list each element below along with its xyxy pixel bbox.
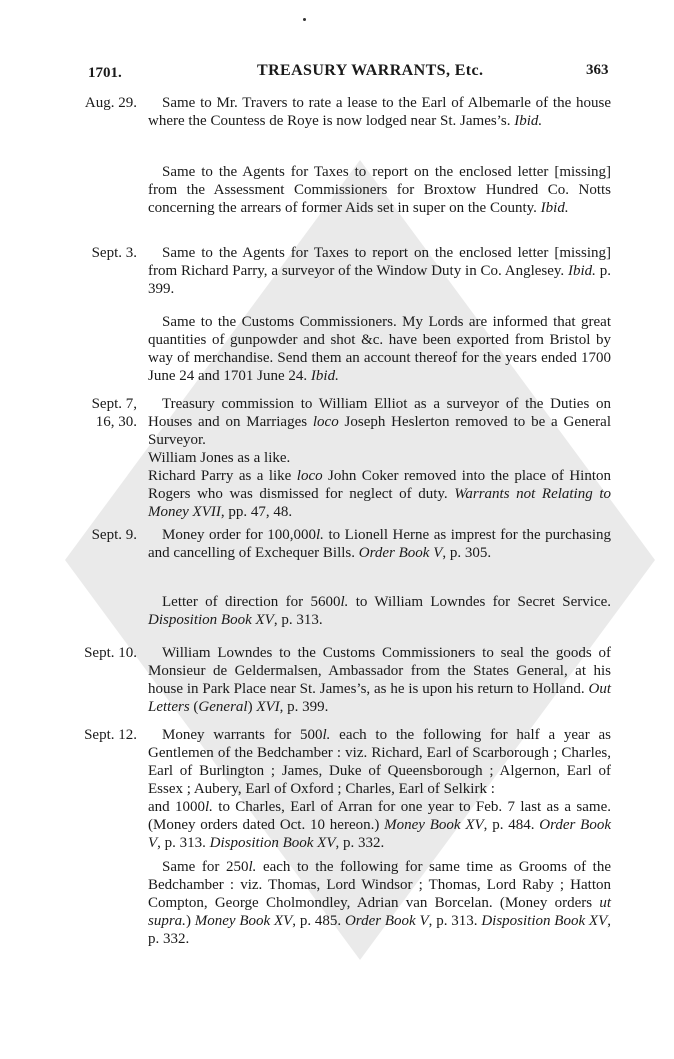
entry-paragraph: Richard Parry as a like loco John Coker removed into the place of Hinton Rogers who was dismissed for neglect of duty. Warrants not Relating to Money XVII, pp. 47, 48. bbox=[148, 468, 611, 520]
entry-paragraph: Treasury commission to William Elliot as a surveyor of the Duties on Houses and on Marriages loco Joseph Heslerton removed to be a General Surveyor. bbox=[148, 396, 611, 448]
entry-text bbox=[148, 395, 611, 521]
entry-paragraph: Letter of direction for 5600l. to William Lowndes for Secret Service. Disposition Book XV, p. 313. bbox=[148, 594, 612, 628]
speck-mark bbox=[303, 18, 306, 21]
entry-paragraph: Same to Mr. Travers to rate a lease to the Earl of Albemarle of the house where the Countess de Roye is now lodged near St. James’s. Ibid. bbox=[148, 95, 611, 129]
entry-paragraph: Same to the Agents for Taxes to report on the enclosed letter [missing] from the Assessment Commissioners for Broxtow Hundred Co. Notts concerning the arrears of former Aids set in super on the County. Ibid. bbox=[148, 164, 611, 216]
entry-text bbox=[148, 94, 611, 130]
entry-text bbox=[148, 313, 611, 385]
entry-date: Sept. 3. bbox=[91, 245, 137, 261]
entry-paragraph: Money order for 100,000l. to Lionell Herne as imprest for the purchasing and cancelling of Exchequer Bills. Order Book V, p. 305. bbox=[148, 527, 611, 561]
entry-text bbox=[148, 644, 611, 716]
entry-paragraph: Same to the Customs Commissioners. My Lords are informed that great quantities of gunpowder and shot &c. have been exported from Bristol by way of merchandise. Send them an account thereof for the years ended 1700 June 24 and 1701 June 24. Ibid. bbox=[148, 314, 611, 384]
entry-text bbox=[148, 244, 611, 298]
running-title: TREASURY WARRANTS, Etc. bbox=[257, 62, 484, 79]
entry-text bbox=[148, 726, 611, 852]
entry-paragraph: Money warrants for 500l. each to the following for half a year as Gentlemen of the Bedchamber : viz. Richard, Earl of Scarborough ; Charles, Earl of Burlington ; James, Duke of Queensborough ; Algernon, Earl of Essex ; Aubery, Earl of Oxford ; Charles, Earl of Selkirk : bbox=[148, 727, 611, 797]
entry-text bbox=[148, 858, 611, 948]
entry-paragraph: Same for 250l. each to the following for same time as Grooms of the Bedchamber : viz. Thomas, Lord Windsor ; Thomas, Lord Raby ; Hatton Compton, George Cholmondley, Adrian van Borcelan. (Money orders ut supra.) Money Book XV, p. 485. Order Book V, p. 313. Disposition Book XV, p. 332. bbox=[148, 859, 611, 947]
entry-paragraph: William Lowndes to the Customs Commissioners to seal the goods of Monsieur de Geldermalsen, Ambassador from the States General, at his house in Park Place near St. James’s, as he is upon his return to Holland. Out Letters (General) XVI, p. 399. bbox=[148, 645, 611, 715]
page-number: 363 bbox=[586, 62, 609, 78]
entry-paragraph: and 1000l. to Charles, Earl of Arran for one year to Feb. 7 last as a same. (Money orders dated Oct. 10 hereon.) Money Book XV, p. 484. Order Book V, p. 313. Disposition Book XV, p. 332. bbox=[148, 799, 611, 851]
entry-text bbox=[148, 593, 611, 629]
entry-paragraph: Same to the Agents for Taxes to report on the enclosed letter [missing] from Richard Parry, a surveyor of the Window Duty in Co. Anglesey. Ibid. p. 399. bbox=[148, 245, 612, 297]
header-year: 1701. bbox=[88, 65, 122, 81]
entry-paragraph: William Jones as a like. bbox=[148, 450, 291, 466]
entry-date: Sept. 12. bbox=[84, 727, 137, 743]
entry-text bbox=[148, 163, 611, 217]
entry-date: Sept. 7, 16, 30. bbox=[91, 396, 137, 430]
entry-text bbox=[148, 526, 611, 562]
entry-date: Aug. 29. bbox=[84, 95, 137, 111]
entry-date: Sept. 10. bbox=[84, 645, 137, 661]
entry-date: Sept. 9. bbox=[91, 527, 137, 543]
